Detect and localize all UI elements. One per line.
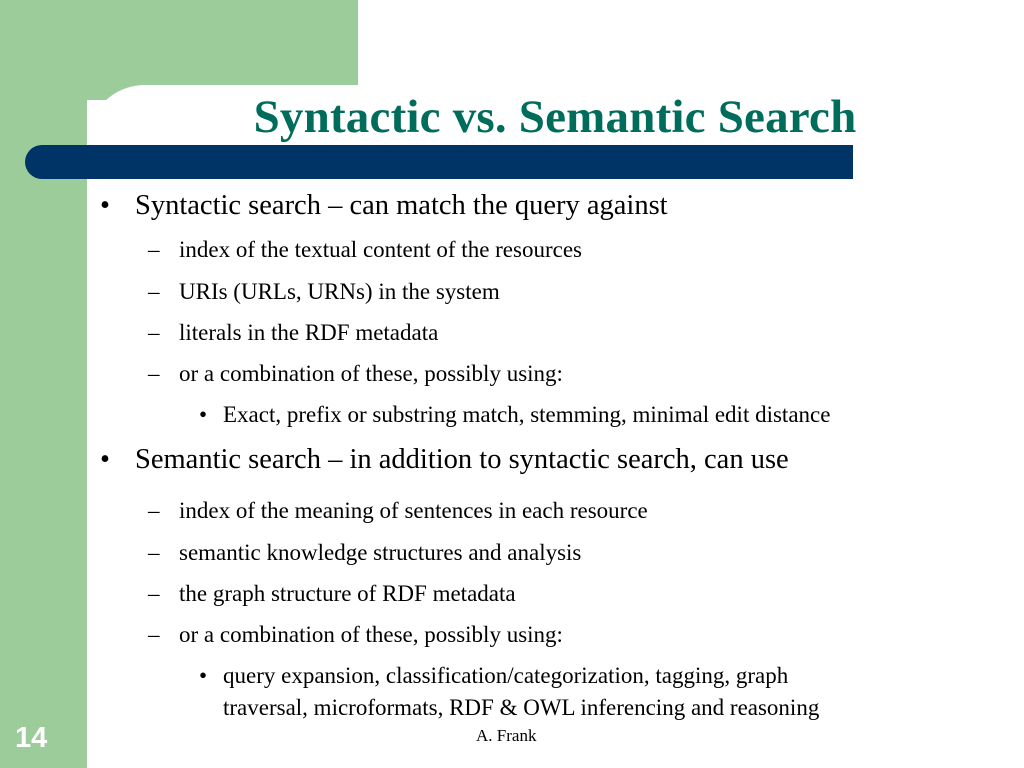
dash-marker: – — [148, 361, 160, 386]
sub-bullet — [148, 237, 582, 263]
sub-bullet — [148, 361, 563, 387]
sub-bullet-text: index of the meaning of sentences in each resource — [179, 498, 648, 523]
bullet-semantic-search — [100, 444, 789, 476]
dash-marker: – — [148, 320, 160, 345]
bullet-marker: • — [199, 663, 208, 688]
bullet-text: Syntactic search – can match the query against — [135, 190, 668, 221]
sub-bullet-text: semantic knowledge structures and analysis — [179, 540, 582, 565]
slide-title: Syntactic vs. Semantic Search — [253, 91, 857, 143]
dash-marker: – — [148, 622, 160, 647]
dash-marker: – — [148, 498, 160, 523]
sub-bullet — [148, 320, 438, 346]
sub-sub-bullet-line: traversal, microformats, RDF & OWL inferencing and reasoning — [223, 695, 820, 720]
page-number: 14 — [15, 722, 48, 754]
sub-bullet-text: literals in the RDF metadata — [179, 320, 439, 345]
sub-bullet-text: or a combination of these, possibly using: — [179, 361, 563, 386]
dash-marker: – — [148, 540, 160, 565]
sub-sub-bullet-text: Exact, prefix or substring match, stemming, minimal edit distance — [223, 402, 831, 427]
title-divider-bar — [25, 145, 853, 179]
sub-sub-bullet — [199, 660, 819, 724]
dash-marker: – — [148, 237, 160, 262]
bullet-syntactic-search — [100, 190, 668, 222]
sub-bullet — [148, 498, 648, 524]
sub-bullet — [148, 540, 581, 566]
bullet-marker: • — [100, 190, 110, 221]
sub-bullet — [148, 581, 516, 607]
dash-marker: – — [148, 279, 160, 304]
sub-sub-bullet-line: query expansion, classification/categorization, tagging, graph — [223, 663, 789, 688]
sub-bullet-text: index of the textual content of the resources — [179, 237, 582, 262]
sub-bullet-text: URIs (URLs, URNs) in the system — [179, 279, 500, 304]
sub-bullet-text: the graph structure of RDF metadata — [179, 581, 516, 606]
sub-bullet — [148, 279, 500, 305]
sub-sub-bullet — [199, 399, 830, 431]
footer-author: A. Frank — [476, 726, 537, 745]
dash-marker: – — [148, 581, 160, 606]
bullet-marker: • — [100, 444, 110, 475]
sub-bullet — [148, 622, 563, 648]
bullet-text: Semantic search – in addition to syntactic search, can use — [135, 444, 789, 475]
sub-bullet-text: or a combination of these, possibly using: — [179, 622, 563, 647]
bullet-marker: • — [199, 402, 208, 427]
